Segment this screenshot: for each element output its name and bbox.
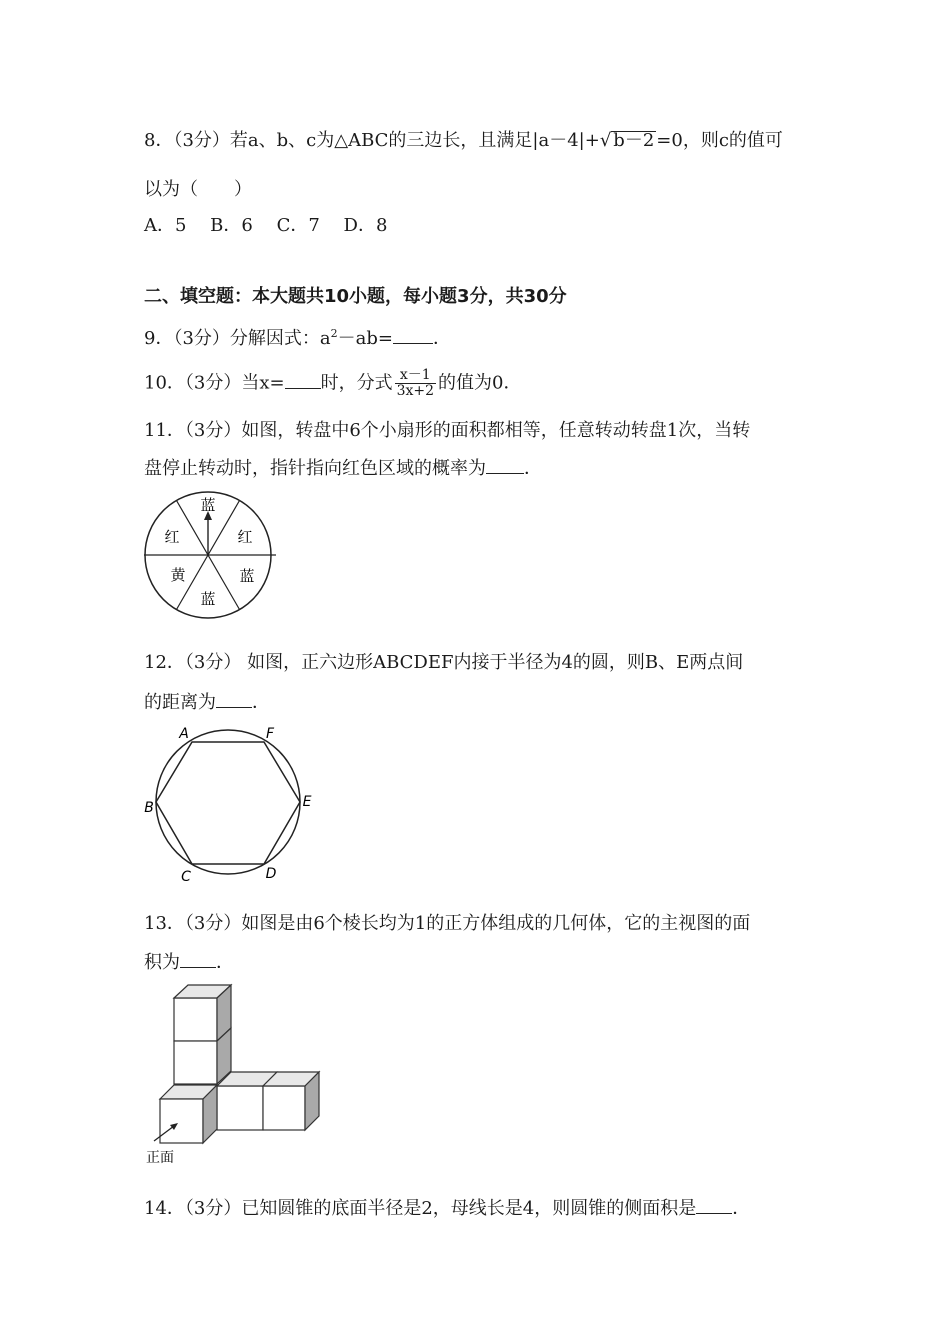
sector-label-upper-right: 红: [237, 528, 253, 546]
circumscribed-circle: [156, 730, 300, 874]
front-view-label: 正面: [146, 1150, 174, 1166]
q9-pre: 9．（3分）分解因式：a: [144, 328, 331, 349]
vertex-label-a: A: [179, 726, 189, 742]
q8-line1: [144, 129, 783, 153]
cube-column: [174, 985, 231, 1084]
q10-post: 的值为0．: [438, 372, 522, 394]
q9-end: ．: [432, 328, 451, 349]
q9-sup: 2: [330, 327, 338, 340]
section2-title: 二、填空题：本大题共10小题，每小题3分，共30分: [144, 286, 567, 307]
q9-line: [144, 322, 451, 351]
q13-line2-text: 积为: [144, 952, 180, 973]
q14-answer-blank[interactable]: [696, 1195, 732, 1214]
q11-line2: [144, 455, 542, 481]
q12-line2-text: 的距离为: [144, 692, 216, 713]
q13-end: ．: [216, 952, 234, 973]
q8-sqrt-radicand: b－2: [613, 130, 655, 151]
cube-front: [160, 1085, 217, 1143]
q10-mid: 时，分式: [320, 372, 393, 394]
q10-pre: 10．（3分）当x=: [144, 372, 285, 394]
cube-back-1-front: [217, 1086, 263, 1130]
sector-label-lower-right: 蓝: [239, 567, 255, 585]
sqrt-sign: √: [599, 130, 612, 151]
q13-answer-blank[interactable]: [180, 949, 216, 968]
q8-options: A．5 B．6 C．7 D．8: [144, 215, 388, 236]
q14-text: 14．（3分）已知圆锥的底面半径是2，母线长是4，则圆锥的侧面积是: [144, 1198, 697, 1219]
q11-answer-blank[interactable]: [486, 455, 524, 474]
q12-answer-blank[interactable]: [216, 689, 252, 708]
q10-answer-blank[interactable]: [285, 370, 321, 389]
vertex-label-c: C: [181, 869, 191, 885]
q12-line2: [144, 689, 270, 715]
cube-back-2-front: [263, 1086, 305, 1130]
q8-line2: 以为（ ）: [144, 179, 252, 200]
q11-line1: 11．（3分）如图，转盘中6个小扇形的面积都相等，任意转动转盘1次，当转: [144, 420, 751, 441]
q10-fraction: [395, 368, 436, 399]
q10-numerator: x－1: [395, 368, 436, 384]
cube-middle-front: [174, 1041, 217, 1084]
q11-line2-text: 盘停止转动时，指针指向红色区域的概率为: [144, 458, 486, 479]
q8-line1-post: =0，则c的值可: [656, 130, 783, 151]
vertex-label-d: D: [265, 866, 277, 882]
vertex-label-e: E: [302, 794, 312, 810]
vertex-label-b: B: [144, 800, 154, 816]
q11-end: ．: [524, 458, 542, 479]
q10-line: [144, 368, 522, 399]
q10-denominator: 3x+2: [396, 383, 435, 399]
q12-line1: 12．（3分） 如图，正六边形ABCDEF内接于半径为4的圆，则B、E两点间: [144, 652, 744, 673]
vertex-label-f: F: [265, 726, 275, 742]
sector-label-bottom: 蓝: [200, 590, 216, 608]
cube-row-back: [217, 1072, 319, 1130]
q13-line1: 13．（3分）如图是由6个棱长均为1的正方体组成的几何体，它的主视图的面: [144, 913, 751, 934]
cube-front-front: [160, 1099, 203, 1143]
spinner-figure: [140, 488, 280, 623]
q14-line: [144, 1195, 750, 1221]
q9-answer-blank[interactable]: [393, 325, 433, 344]
cube-top-front: [174, 998, 217, 1041]
hexagon-figure: [140, 722, 320, 887]
sector-label-lower-left: 黄: [170, 566, 186, 584]
regular-hexagon: [156, 742, 300, 864]
sector-label-upper-left: 红: [164, 528, 180, 546]
q13-line2: [144, 949, 234, 975]
cubes-figure: [140, 982, 330, 1172]
q9-post: －ab=: [337, 328, 393, 349]
sector-label-top: 蓝: [200, 496, 216, 514]
q8-line1-pre: 8．（3分）若a、b、c为△ABC的三边长，且满足|a－4|+: [144, 130, 600, 151]
q14-end: ．: [732, 1198, 751, 1219]
q12-end: ．: [252, 692, 270, 713]
